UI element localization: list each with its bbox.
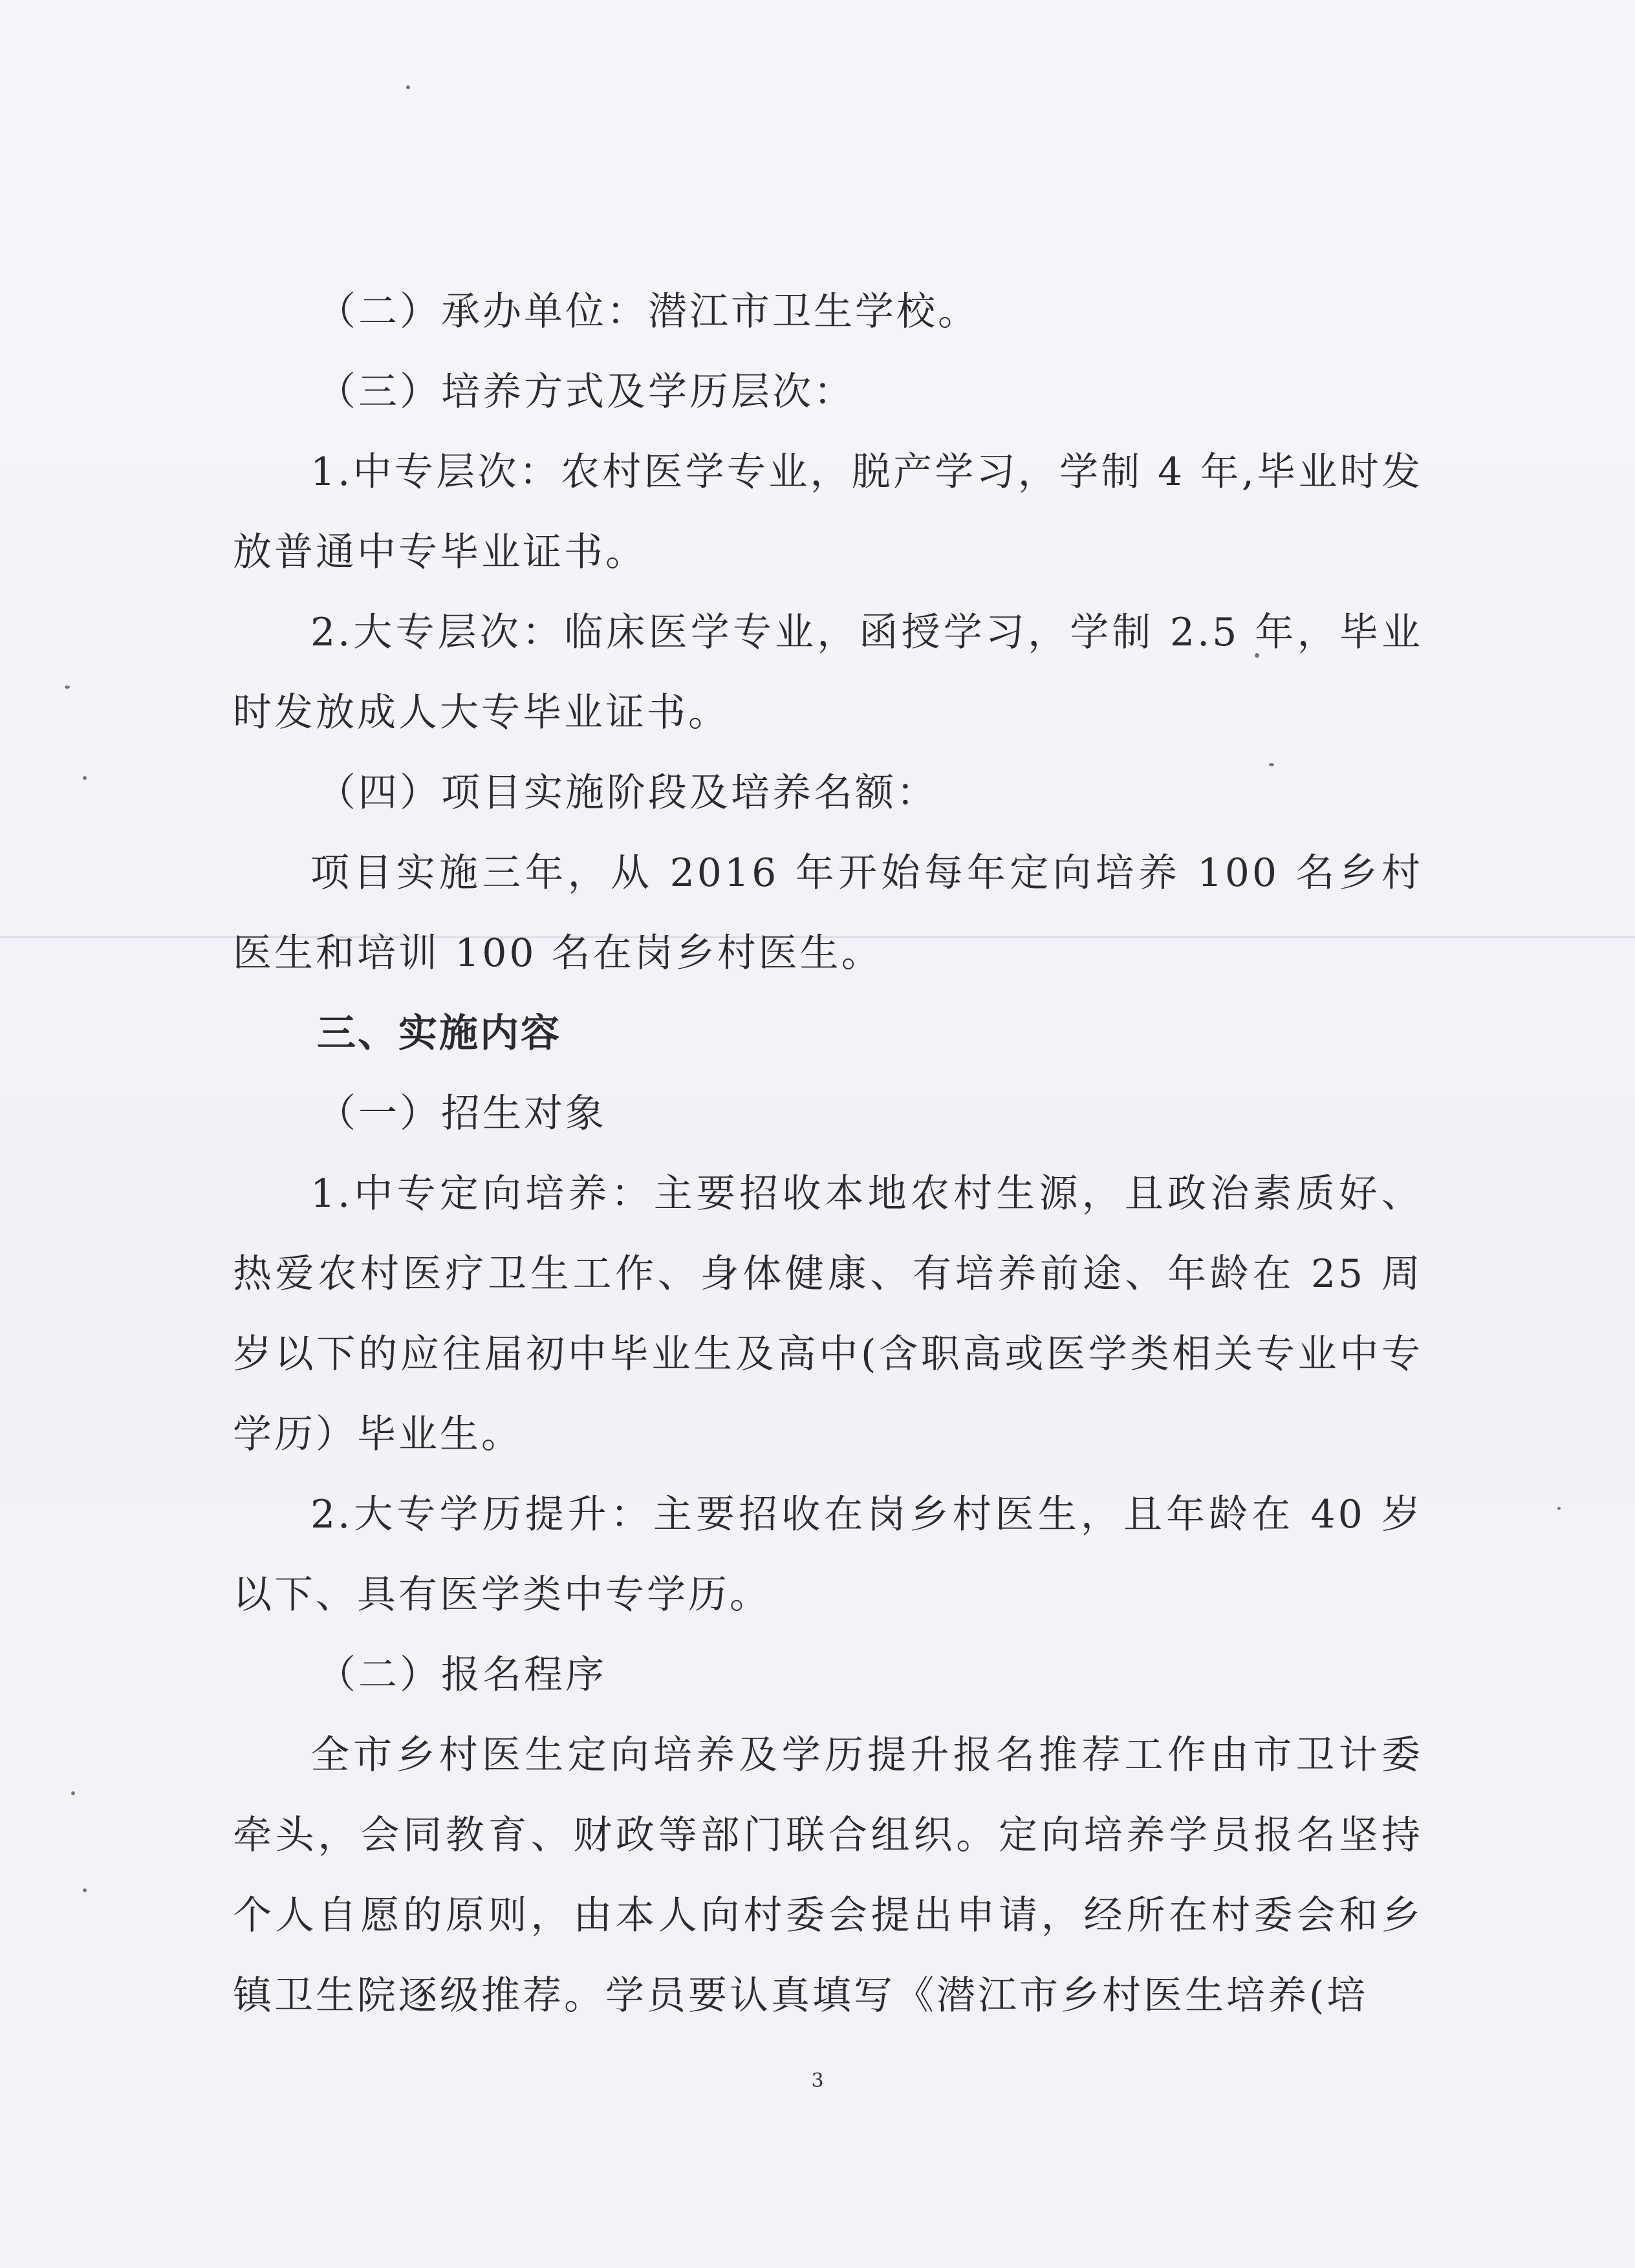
scan-speck [406,85,410,89]
paragraph-secondary-enrollment: 1.中专定向培养：主要招收本地农村生源，且政治素质好、热爱农村医疗卫生工作、身体健康、有培养前途、年龄在 25 周岁以下的应往届初中毕业生及高中(含职高或医学类相关专业中专学历）毕业生。 [233,1171,1423,1457]
scan-speck [1557,1507,1561,1510]
paragraph-college-enrollment: 2.大专学历提升：主要招收在岗乡村医生，且年龄在 40 岁以下、具有医学类中专学历。 [233,1492,1423,1617]
scan-speck [65,686,70,689]
scan-speck [83,776,87,780]
document-body [233,272,1423,2036]
subheading-implementation-stage: （四）项目实施阶段及培养名额： [317,770,938,815]
subheading-registration: （二）报名程序 [317,1652,607,1698]
paragraph-secondary-level: 1.中专层次：农村医学专业，脱产学习，学制 4 年,毕业时发放普通中专毕业证书。 [233,449,1423,575]
paragraph-implementation-years: 项目实施三年，从 2016 年开始每年定向培养 100 名乡村医生和培训 100 名在岗乡村医生。 [233,850,1423,976]
paragraph-registration-procedure: 全市乡村医生定向培养及学历提升报名推荐工作由市卫计委牵头，会同教育、财政等部门联合组织。定向培养学员报名坚持个人自愿的原则，由本人向村委会提出申请，经所在村委会和乡镇卫生院逐级推荐。学员要认真填写《潜江市乡村医生培养(培 [233,1733,1423,2018]
section-heading-content: 三、实施内容 [317,1011,561,1056]
page-number: 3 [811,2069,824,2092]
paragraph-college-level: 2.大专层次：临床医学专业，函授学习，学制 2.5 年，毕业时发放成人大专毕业证书。 [233,610,1423,735]
subheading-training-method: （三）培养方式及学历层次： [317,369,855,415]
scan-speck [83,1888,87,1892]
scan-speck [71,1791,75,1795]
subheading-enrollment-target: （一）招生对象 [317,1091,607,1136]
subheading-organizer: （二）承办单位：潜江市卫生学校。 [317,289,979,334]
